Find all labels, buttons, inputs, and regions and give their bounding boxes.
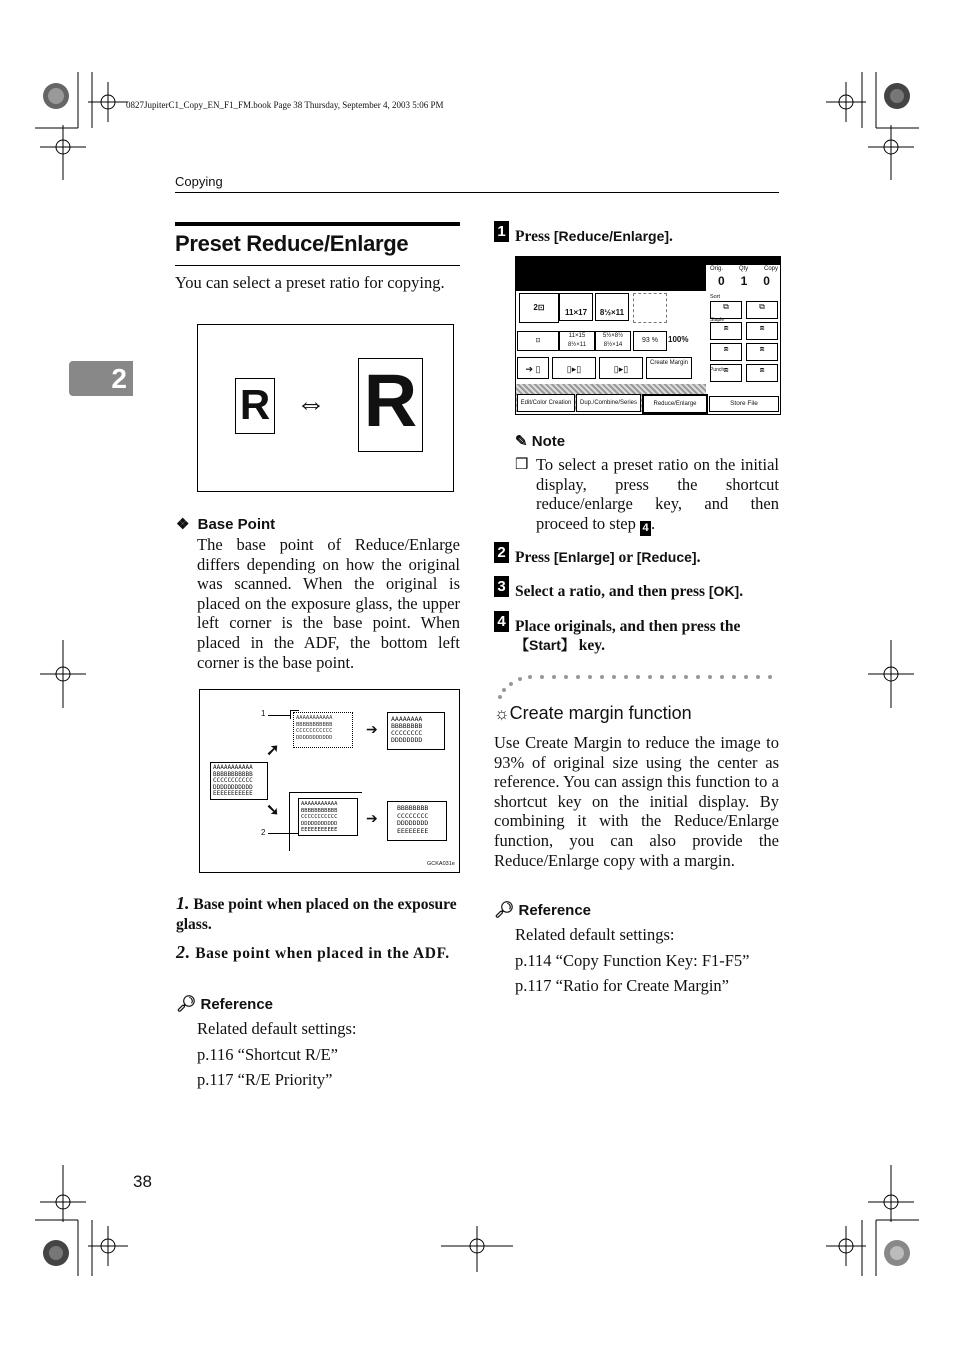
enlarge-key[interactable]: [Enlarge] [553,549,615,565]
sort-label: Sort [710,294,721,300]
list-text: Base point when placed on the exposure glass. [176,896,457,933]
doc-line: AAAAAAAAAAA [213,764,253,771]
doc-line: EEEEEEEE [397,826,429,835]
step-text: key. [574,637,606,654]
preset-button[interactable]: 8½×11 [595,293,629,321]
step-4 [515,617,779,655]
arrow-right-icon: ➔ [366,812,378,827]
note-text [536,455,779,536]
reference-link[interactable]: p.116 “Shortcut R/E” [197,1045,338,1064]
base-point-text: The base point of Reduce/Enlarge differs depending on how the original was scanned. When the original is placed on the exposure glass, the upper left corner is the base point. When placed in the ADF, the bottom left corner is the base point. [197,535,460,672]
stack-button[interactable]: ⧉ [746,301,778,319]
reference-heading-left [176,994,273,1014]
doc-line: AAAAAAAAAAA [296,715,333,721]
pencil-icon: ✎ [515,433,528,450]
small-r-letter: R [239,381,271,428]
sort-button[interactable]: ⧉ [710,301,742,319]
preset-button[interactable]: 2⊡ [519,293,559,323]
file-info: 0827JupiterC1_Copy_EN_F1_FM.book Page 38 Thursday, September 4, 2003 5:06 PM [126,100,444,110]
page-number: 38 [133,1172,152,1191]
preset-label: 8½×11 [567,342,587,348]
hint-heading [494,703,692,724]
counter-value: 0 [717,274,725,288]
create-margin-button[interactable]: Create Margin [646,357,692,379]
diamond-bullet-icon: ❖ [176,516,190,533]
doc-line: BBBBBBBBBBB [213,770,253,778]
preset-button[interactable]: 11×17 [559,293,593,321]
list-item-2 [176,942,460,964]
preset-label: 8½×14 [603,342,623,348]
glass-doc [293,712,353,748]
ok-key[interactable]: [OK] [708,583,740,599]
doc-line: EEEEEEEEEEE [301,827,338,833]
preset-button[interactable] [633,293,667,323]
callout-line-1 [268,715,290,716]
ratio-button[interactable]: 93 % [633,331,667,351]
figure-code: GCKA031e [427,861,455,867]
note-heading [515,432,565,450]
callout-2: 2 [261,828,266,837]
base-point-title: Base Point [197,516,276,533]
staple-label: Staple [710,317,725,323]
counter-labels [710,266,778,272]
step-3 [515,582,779,601]
counter-label: Qty [738,266,749,272]
step-text: Press [515,228,554,245]
step-ref: 4 [640,521,651,536]
counter-label: Copy [763,266,778,272]
doc-line: DDDDDDDD [391,736,423,744]
reference-lead-right: Related default settings: [515,925,675,944]
direction-button[interactable]: ➔ ▯ [517,357,549,379]
counter-values [710,274,778,288]
header-rule [175,192,779,193]
counter-label: Orig. [710,266,724,272]
magnifier-icon: 🔎︎ [176,996,197,1013]
doc-line: DDDDDDDDDDD [213,783,253,791]
reference-lead-left: Related default settings: [197,1019,357,1038]
panel-tab[interactable]: Edit/Color Creation [517,394,575,412]
hint-title: Create margin function [509,703,692,723]
doc-line: BBBBBBBB [391,722,423,730]
callout-1: 1 [261,709,266,718]
list-num: 2. [176,942,191,962]
note-title: Note [531,433,566,450]
preset-label: 11×15 [568,333,586,339]
step-text: Select a ratio, and then press [515,583,709,600]
double-arrow-icon: ⇔ [296,387,326,420]
doc-line: DDDDDDDD [397,819,429,827]
reference-heading-right [494,900,591,920]
panel-tab-active[interactable]: Reduce/Enlarge [642,394,708,414]
magnifier-icon: 🔎︎ [494,902,515,919]
step-1 [515,227,779,246]
staple-button[interactable]: ⧈ [710,343,742,361]
punch-label: Punch [710,367,725,373]
hint-dotted-divider [494,671,784,701]
step-text: . [669,228,673,245]
staple-button[interactable]: ⧈ [746,322,778,340]
arrow-right-icon: ➔ [366,723,378,738]
section-title: Preset Reduce/Enlarge [175,231,409,256]
reduce-key[interactable]: [Reduce] [636,549,697,565]
hint-text: Use Create Margin to reduce the image to 93% of original size using the center as reference. You can assign this function to a shortcut key on the initial display. By combining it with the Reduce/Enlarge function, you can also provide the Reduce/Enlarge copy with a margin. [494,733,779,870]
doc-line: BBBBBBBBBBB [296,721,333,728]
direction-button[interactable]: ▯▸▯ [552,357,596,379]
counter-value: 1 [740,274,748,288]
panel-status-strip [706,257,780,265]
reference-link[interactable]: p.117 “Ratio for Create Margin” [515,976,729,995]
reduce-enlarge-key[interactable]: [Reduce/Enlarge] [553,228,670,244]
result-doc-2 [387,801,447,841]
preset-label: 5½×8½ [602,333,624,339]
doc-line: CCCCCCCCCCC [301,814,338,820]
step-2 [515,548,779,567]
preset-button[interactable]: ⊡ [517,331,559,351]
counter-value: 0 [763,274,770,288]
note-end: . [651,513,656,533]
arrow-up-right-icon: ➚ [266,742,280,759]
preset-button[interactable] [595,331,631,351]
section-intro: You can select a preset ratio for copying. [175,273,445,292]
doc-line: DDDDDDDDDDD [301,820,338,827]
original-doc [210,762,268,800]
step-number: 3 [494,576,509,597]
reference-title: Reference [518,902,592,919]
step-text: or [614,549,637,566]
doc-line: AAAAAAAA [391,715,423,723]
list-num: 1. [176,893,190,913]
control-panel-display [515,256,781,415]
checkbox-bullet-icon: ❒ [515,457,529,473]
running-head: Copying [175,174,223,189]
step-number: 2 [494,542,509,563]
figure-reduce-enlarge [197,324,454,492]
doc-line: DDDDDDDDDDD [296,734,333,741]
base-point-heading [176,515,275,533]
start-key[interactable]: 【Start】 [515,637,575,653]
doc-line: CCCCCCCC [391,729,423,737]
list-item-1 [176,893,460,935]
doc-line: BBBBBBBB [397,804,429,812]
lightbulb-icon: ☼ [494,704,510,723]
staple-button[interactable]: ⧈ [710,322,742,340]
step-text: Press [515,549,554,566]
step-text: Place originals, and then press the [515,618,741,635]
doc-line: AAAAAAAAAAA [301,801,338,807]
figure-base-point [199,689,460,873]
step-number: 1 [494,221,509,242]
reference-link[interactable]: p.114 “Copy Function Key: F1-F5” [515,951,750,970]
list-text: Base point when placed in the ADF. [195,945,450,962]
base-corner-1 [290,710,299,719]
title-rule-bottom [175,265,460,266]
large-r-letter: R [363,359,418,442]
callout-line-2 [268,833,298,834]
title-rule-top [175,222,460,226]
note-body: To select a preset ratio on the initial display, press the shortcut reduce/enlarge key, and then proceed to step [536,455,779,533]
chapter-tab: 2 [69,361,133,396]
step-text: . [739,583,744,600]
store-file-button[interactable]: Store File [709,396,779,412]
doc-line: EEEEEEEEEEE [213,790,253,797]
panel-row3 [517,357,705,379]
punch-button[interactable]: ⧈ [710,364,742,382]
punch-button[interactable]: ⧈ [746,364,778,382]
step-text: . [696,549,701,566]
direction-button[interactable]: ▯▸▯ [599,357,643,379]
reference-title: Reference [200,996,274,1013]
preset-button[interactable] [559,331,595,351]
result-doc-1 [387,712,445,750]
arrow-down-right-icon: ➘ [266,802,280,819]
panel-tab[interactable]: Dup./Combine/Series [576,394,641,412]
doc-line: CCCCCCCCCCC [296,728,333,734]
doc-line: CCCCCCCCCCC [213,777,253,784]
panel-top-bar [516,257,706,291]
reference-link[interactable]: p.117 “R/E Priority” [197,1070,333,1089]
step-number: 4 [494,611,509,632]
doc-line: BBBBBBBBBBB [301,807,338,814]
full-size-label: 100% [668,335,689,344]
staple-button[interactable]: ⧈ [746,343,778,361]
adf-doc [298,798,358,836]
doc-line: CCCCCCCC [397,811,429,820]
